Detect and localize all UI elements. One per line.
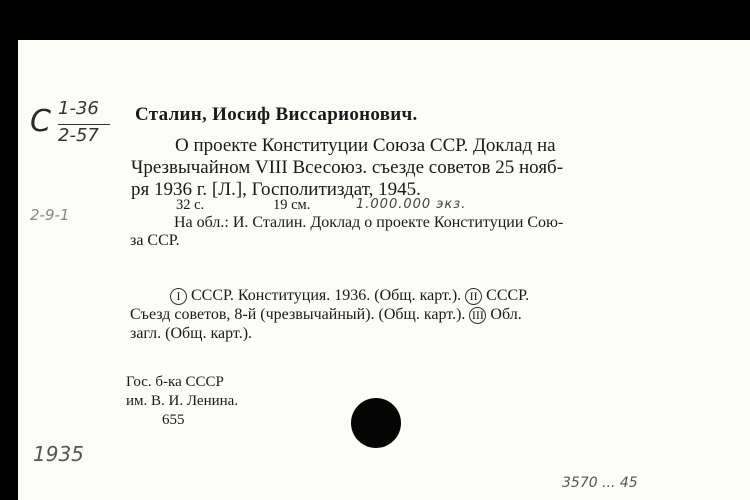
tracing-number-2: II xyxy=(465,288,482,305)
title-line: Чрезвычайном VIII Всесоюз. съезде советов 25 нояб- xyxy=(131,157,564,178)
handwritten-bottom-right: 3570 ... 45 xyxy=(562,475,638,491)
tracing-line xyxy=(130,305,700,324)
catalog-card xyxy=(18,40,750,500)
note-line: На обл.: И. Сталин. Доклад о проекте Конституции Сою- xyxy=(174,214,564,231)
author-heading: Сталин, Иосиф Виссарионович. xyxy=(135,104,418,125)
title-description xyxy=(131,135,691,201)
tracing-number-3: III xyxy=(469,307,486,324)
card-punch-hole xyxy=(351,398,401,448)
tracing-3-text-start: Обл. xyxy=(490,306,522,323)
library-number: 655 xyxy=(162,412,185,428)
tracing-2-text-start: СССР. xyxy=(486,287,530,304)
tracing-line xyxy=(130,324,700,343)
tracing-3-text-end: загл. (Общ. карт.). xyxy=(130,325,253,342)
print-run-handwritten: 1.000.000 экз. xyxy=(356,197,467,212)
library-name: Гос. б-ка СССР xyxy=(126,374,224,390)
call-number-letter: С xyxy=(30,104,51,139)
tracing-2-text-end: Съезд советов, 8-й (чрезвычайный). (Общ. карт.). xyxy=(130,306,466,323)
tracing-1-text: СССР. Конституция. 1936. (Общ. карт.). xyxy=(191,287,462,304)
note-line: за ССР. xyxy=(130,232,180,249)
call-number-top: 1-36 xyxy=(58,98,99,119)
tracing-line xyxy=(130,286,700,305)
pages-count: 32 с. xyxy=(176,197,205,213)
subject-tracings xyxy=(130,286,700,343)
cover-note xyxy=(130,214,690,250)
library-stamp xyxy=(126,373,238,430)
book-size: 19 см. xyxy=(273,197,311,213)
title-line: ря 1936 г. [Л.], Госполитиздат, 1945. xyxy=(131,179,421,200)
handwritten-left-note: 2-9-1 xyxy=(30,206,70,224)
title-line: О проекте Конституции Союза ССР. Доклад на xyxy=(175,135,556,156)
library-name-2: им. В. И. Ленина. xyxy=(126,393,239,409)
call-number-bottom: 2-57 xyxy=(58,125,99,146)
tracing-number-1: I xyxy=(170,288,187,305)
handwritten-bottom-left: 1935 xyxy=(33,442,84,466)
